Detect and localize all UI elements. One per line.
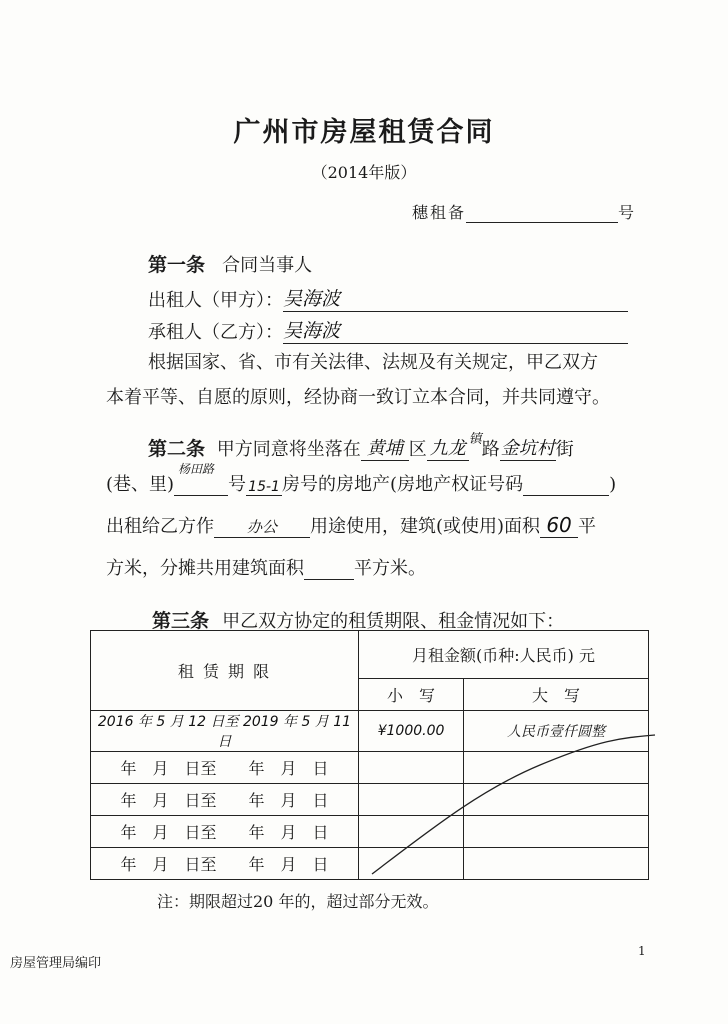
record-number [412,200,636,223]
lane-value: 杨田路 [178,462,215,476]
lessee-value: 吴海波 [283,316,628,344]
record-blank [466,204,618,223]
period-cell: 年 月 日至 年 月 日 [91,784,359,816]
article2-t7: 用途使用，建筑(或使用)面积 [310,516,541,537]
small-cell [359,752,464,784]
road-value: 镇 [468,432,482,447]
certificate-blank [523,474,609,496]
big-header: 大 写 [464,679,649,711]
article2-t1: 甲方同意将坐落在 [216,439,361,460]
period-cell: 年 月 日至 年 月 日 [91,848,359,880]
number-value: 15-1 [246,479,282,496]
number-suffix: 号 [228,474,247,495]
table-row [91,784,649,816]
article1-text: 合同当事人 [222,255,313,276]
lane-blank [174,462,228,496]
small-cell: ¥1000.00 [359,711,464,752]
table-row [91,752,649,784]
lease-table [90,630,649,880]
lessee-line [148,316,628,344]
street-value: 金坑村 [500,434,556,461]
small-cell [359,784,464,816]
big-cell: 人民币壹仟圆整 [464,711,649,752]
article1-para-line2: 本着平等、自愿的原则，经协商一致订立本合同，并共同遵守。 [106,387,610,408]
shared-area-blank [304,558,354,580]
lessee-label: 承租人（乙方）： [148,322,283,343]
footer-publisher: 房屋管理局编印 [10,956,102,971]
article1-heading-line [148,250,312,277]
table-row [91,848,649,880]
article2-line3 [106,512,596,538]
purpose-value: 办公 [214,516,310,538]
article2-t4: 房号的房地产(房地产权证号码 [282,474,524,495]
page-number: 1 [638,944,646,958]
small-cell [359,816,464,848]
lessor-line [148,284,628,312]
record-label: 穗租备 [412,203,467,222]
article3-heading: 第三条 [152,610,210,632]
table-row [91,711,649,752]
edition-label: （2014年版） [311,163,417,182]
table-row [91,816,649,848]
article2-line4 [106,554,426,580]
article2-t5: ) [609,474,617,495]
period-cell: 年 月 日至 年 月 日 [91,816,359,848]
period-cell: 年 月 日至 年 月 日 [91,752,359,784]
district-value: 黄埔 [361,434,409,461]
article2-t9: 方米，分摊共用建筑面积 [106,558,304,579]
lessor-label: 出租人（甲方）： [148,290,283,311]
article2-line2 [106,462,617,496]
area-value: 九龙 [427,434,469,461]
lane-label: (巷、里) [106,474,175,495]
article2-heading: 第二条 [148,438,206,460]
street-suffix: 街 [555,439,574,460]
term-note: 注：期限超过20 年的，超过部分无效。 [157,892,439,911]
big-cell [464,784,649,816]
big-cell [464,816,649,848]
period-header: 租 赁 期 限 [91,631,359,711]
article1-para-line1: 根据国家、省、市有关法律、法规及有关规定，甲乙双方 [148,352,598,373]
big-cell [464,752,649,784]
big-cell [464,848,649,880]
article1-heading: 第一条 [148,254,206,276]
article3-text: 甲乙双方协定的租赁期限、租金情况如下： [222,611,565,632]
rent-header: 月租金额(币种:人民币) 元 [359,631,649,679]
district-suffix: 区 [408,439,427,460]
road-suffix: 路 [481,439,500,460]
article2-t10: 平方米。 [354,558,426,579]
article2-t6: 出租给乙方作 [106,516,214,537]
article2-t8: 平 [578,516,597,537]
article3-line [152,606,564,633]
record-suffix: 号 [618,203,637,222]
small-cell [359,848,464,880]
small-header: 小 写 [359,679,464,711]
article2-line1 [148,434,574,461]
area-size-value: 60 [540,513,578,538]
lessor-value: 吴海波 [283,284,628,312]
period-cell: 2016 年 5 月 12 日至 2019 年 5 月 11 日 [91,711,359,752]
document-title: 广州市房屋租赁合同 [233,117,495,148]
